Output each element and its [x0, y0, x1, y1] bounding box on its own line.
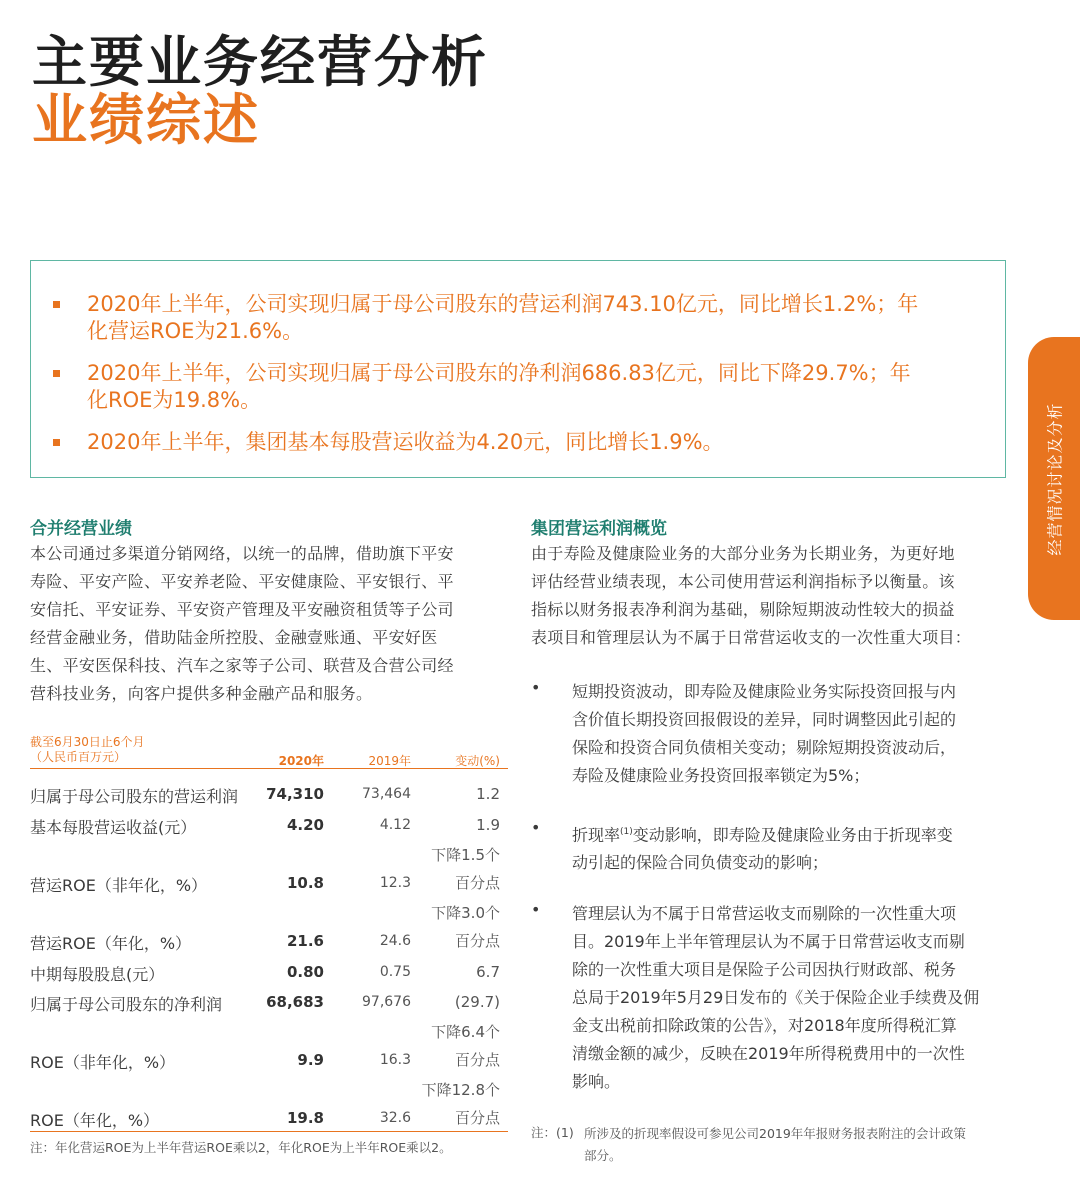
square-bullet-icon	[53, 301, 60, 308]
footnote-line: 部分。	[584, 1148, 622, 1163]
table-cell-change: 百分点	[454, 1109, 500, 1127]
table-caption	[30, 735, 145, 765]
table-row-label: ROE（年化，%）	[30, 1111, 160, 1130]
bullet-line: 保险和投资合同负债相关变动；剔除短期投资波动后，	[572, 738, 957, 757]
footnote-prefix: 注：(1)	[531, 1125, 574, 1140]
table-rule	[30, 1131, 508, 1132]
bullet-line: 总局于2019年5月29日发布的《关于保险企业手续费及佣	[572, 988, 980, 1007]
table-cell-change: 下降6.4个	[431, 1023, 500, 1041]
table-cell-change: 百分点	[454, 874, 500, 892]
table-row-label: 中期每股股息(元）	[30, 965, 165, 984]
table-cell-2020: 4.20	[286, 816, 324, 834]
bullet-item	[572, 818, 1012, 877]
column-header-2019: 2019年	[368, 754, 411, 768]
table-cell-change: (29.7)	[454, 993, 500, 1011]
footnote-text	[584, 1123, 1014, 1167]
table-cell-change: 百分点	[454, 932, 500, 950]
highlight-item	[53, 291, 985, 345]
highlights-box	[30, 260, 1006, 478]
table-row-label: 基本每股营运收益(元）	[30, 818, 197, 837]
highlight-item	[53, 429, 985, 456]
bullet-line: 除的一次性重大项目是保险子公司因执行财政部、税务	[572, 960, 957, 979]
table-row-label: 归属于母公司股东的净利润	[30, 995, 223, 1014]
column-header-change: 变动(%)	[455, 754, 500, 768]
table-cell-2020: 68,683	[266, 993, 324, 1011]
bullet-line: 目。2019年上半年管理层认为不属于日常营运收支而剔	[572, 932, 965, 951]
bullet-text-part: 变动影响，即寿险及健康险业务由于折现率变	[632, 825, 953, 845]
section-title-consolidated: 合并经营业绩	[30, 519, 132, 539]
paragraph-line: 安信托、平安证券、平安资产管理及平安融资租赁等子公司	[30, 600, 454, 619]
paragraph-line: 生、平安医保科技、汽车之家等子公司、联营及合营公司经	[30, 656, 454, 675]
table-row-label: ROE（非年化，%）	[30, 1053, 176, 1072]
bullet-line	[572, 818, 1012, 849]
bullet-line: 影响。	[572, 1072, 621, 1091]
paragraph-line: 表项目和管理层认为不属于日常营运收支的一次性重大项目：	[531, 628, 972, 647]
table-cell-2020: 74,310	[266, 785, 324, 803]
table-rule	[30, 768, 508, 769]
highlight-line: 化营运ROE为21.6%。	[87, 319, 304, 343]
table-cell-change: 下降12.8个	[421, 1081, 500, 1099]
table-cell-2019: 97,676	[362, 994, 411, 1010]
bullet-line: 寿险及健康险业务投资回报率锁定为5%；	[572, 766, 870, 785]
operating-profit-paragraph	[531, 540, 1021, 652]
bullet-line: 含价值长期投资回报假设的差异，同时调整因此引起的	[572, 710, 957, 729]
table-cell-change: 1.2	[476, 785, 500, 803]
table-cell-2020: 19.8	[286, 1109, 324, 1127]
paragraph-line: 评估经营业绩表现，本公司使用营运利润指标予以衡量。该	[531, 572, 955, 591]
square-bullet-icon	[53, 439, 60, 446]
square-bullet-icon	[53, 370, 60, 377]
table-cell-2020: 9.9	[297, 1051, 324, 1069]
table-cell-change: 百分点	[454, 1051, 500, 1069]
page-subtitle: 业绩综述	[32, 88, 261, 152]
table-cell-change: 下降1.5个	[431, 846, 500, 864]
bullet-line: 短期投资波动，即寿险及健康险业务实际投资回报与内	[572, 682, 957, 701]
table-cell-2019: 0.75	[379, 964, 411, 980]
table-cell-change: 6.7	[476, 963, 500, 981]
paragraph-line: 本公司通过多渠道分销网络，以统一的品牌，借助旗下平安	[30, 544, 454, 563]
table-cell-2019: 4.12	[379, 817, 411, 833]
table-row-label: 营运ROE（年化，%）	[30, 934, 192, 953]
consolidated-paragraph	[30, 540, 510, 708]
table-footnote: 注：年化营运ROE为上半年营运ROE乘以2，年化ROE为上半年ROE乘以2。	[30, 1140, 452, 1155]
bullet-line: 管理层认为不属于日常营运收支而剔除的一次性重大项	[572, 904, 957, 923]
highlight-line: 2020年上半年，公司实现归属于母公司股东的营运利润743.10亿元，同比增长1.2%；年	[87, 292, 919, 316]
paragraph-line: 指标以财务报表净利润为基础，剔除短期波动性较大的损益	[531, 600, 955, 619]
page-title: 主要业务经营分析	[32, 30, 489, 94]
table-cell-2020: 21.6	[286, 932, 324, 950]
highlight-line: 2020年上半年，公司实现归属于母公司股东的净利润686.83亿元，同比下降29.7%；年	[87, 361, 911, 385]
bullet-line: 金支出税前扣除政策的公告》，对2018年度所得税汇算	[572, 1016, 957, 1035]
table-cell-2019: 32.6	[379, 1110, 411, 1126]
bullet-line: 清缴金额的减少，反映在2019年所得税费用中的一次性	[572, 1044, 965, 1063]
table-row-label: 营运ROE（非年化，%）	[30, 876, 208, 895]
table-cell-2019: 12.3	[379, 875, 411, 891]
table-cell-change: 下降3.0个	[431, 904, 500, 922]
highlight-line: 2020年上半年，集团基本每股营运收益为4.20元，同比增长1.9%。	[87, 430, 724, 454]
table-caption-unit: （人民币百万元）	[30, 750, 127, 764]
bullet-icon: •	[531, 678, 541, 697]
paragraph-line: 经营金融业务，借助陆金所控股、金融壹账通、平安好医	[30, 628, 438, 647]
table-cell-2020: 10.8	[286, 874, 324, 892]
bullet-item	[572, 900, 1012, 1096]
paragraph-line: 寿险、平安产险、平安养老险、平安健康险、平安银行、平	[30, 572, 454, 591]
table-cell-2020: 0.80	[286, 963, 324, 981]
highlight-line: 化ROE为19.8%。	[87, 388, 262, 412]
footnote-marker: (1)	[620, 827, 633, 837]
table-caption-period: 截至6月30日止6个月	[30, 735, 145, 749]
table-cell-2019: 24.6	[379, 933, 411, 949]
column-header-2020: 2020年	[278, 754, 324, 768]
section-side-tab[interactable]	[1028, 337, 1080, 620]
paragraph-line: 由于寿险及健康险业务的大部分业务为长期业务，为更好地	[531, 544, 955, 563]
bullet-text-part: 折现率	[572, 825, 621, 845]
side-tab-label: 经营情况讨论及分析	[1045, 401, 1065, 556]
table-cell-change: 1.9	[476, 816, 500, 834]
footnote-line: 所涉及的折现率假设可参见公司2019年年报财务报表附注的会计政策	[584, 1126, 966, 1141]
section-title-operating-profit: 集团营运利润概览	[531, 519, 667, 539]
table-cell-2019: 73,464	[362, 786, 411, 802]
table-row-label: 归属于母公司股东的营运利润	[30, 787, 239, 806]
bullet-icon: •	[531, 900, 541, 919]
bullet-item	[572, 678, 1012, 790]
paragraph-line: 营科技业务，向客户提供多种金融产品和服务。	[30, 684, 373, 703]
table-cell-2019: 16.3	[379, 1052, 411, 1068]
highlight-item	[53, 360, 985, 414]
bullet-icon: •	[531, 818, 541, 837]
bullet-line: 动引起的保险合同负债变动的影响；	[572, 853, 829, 873]
